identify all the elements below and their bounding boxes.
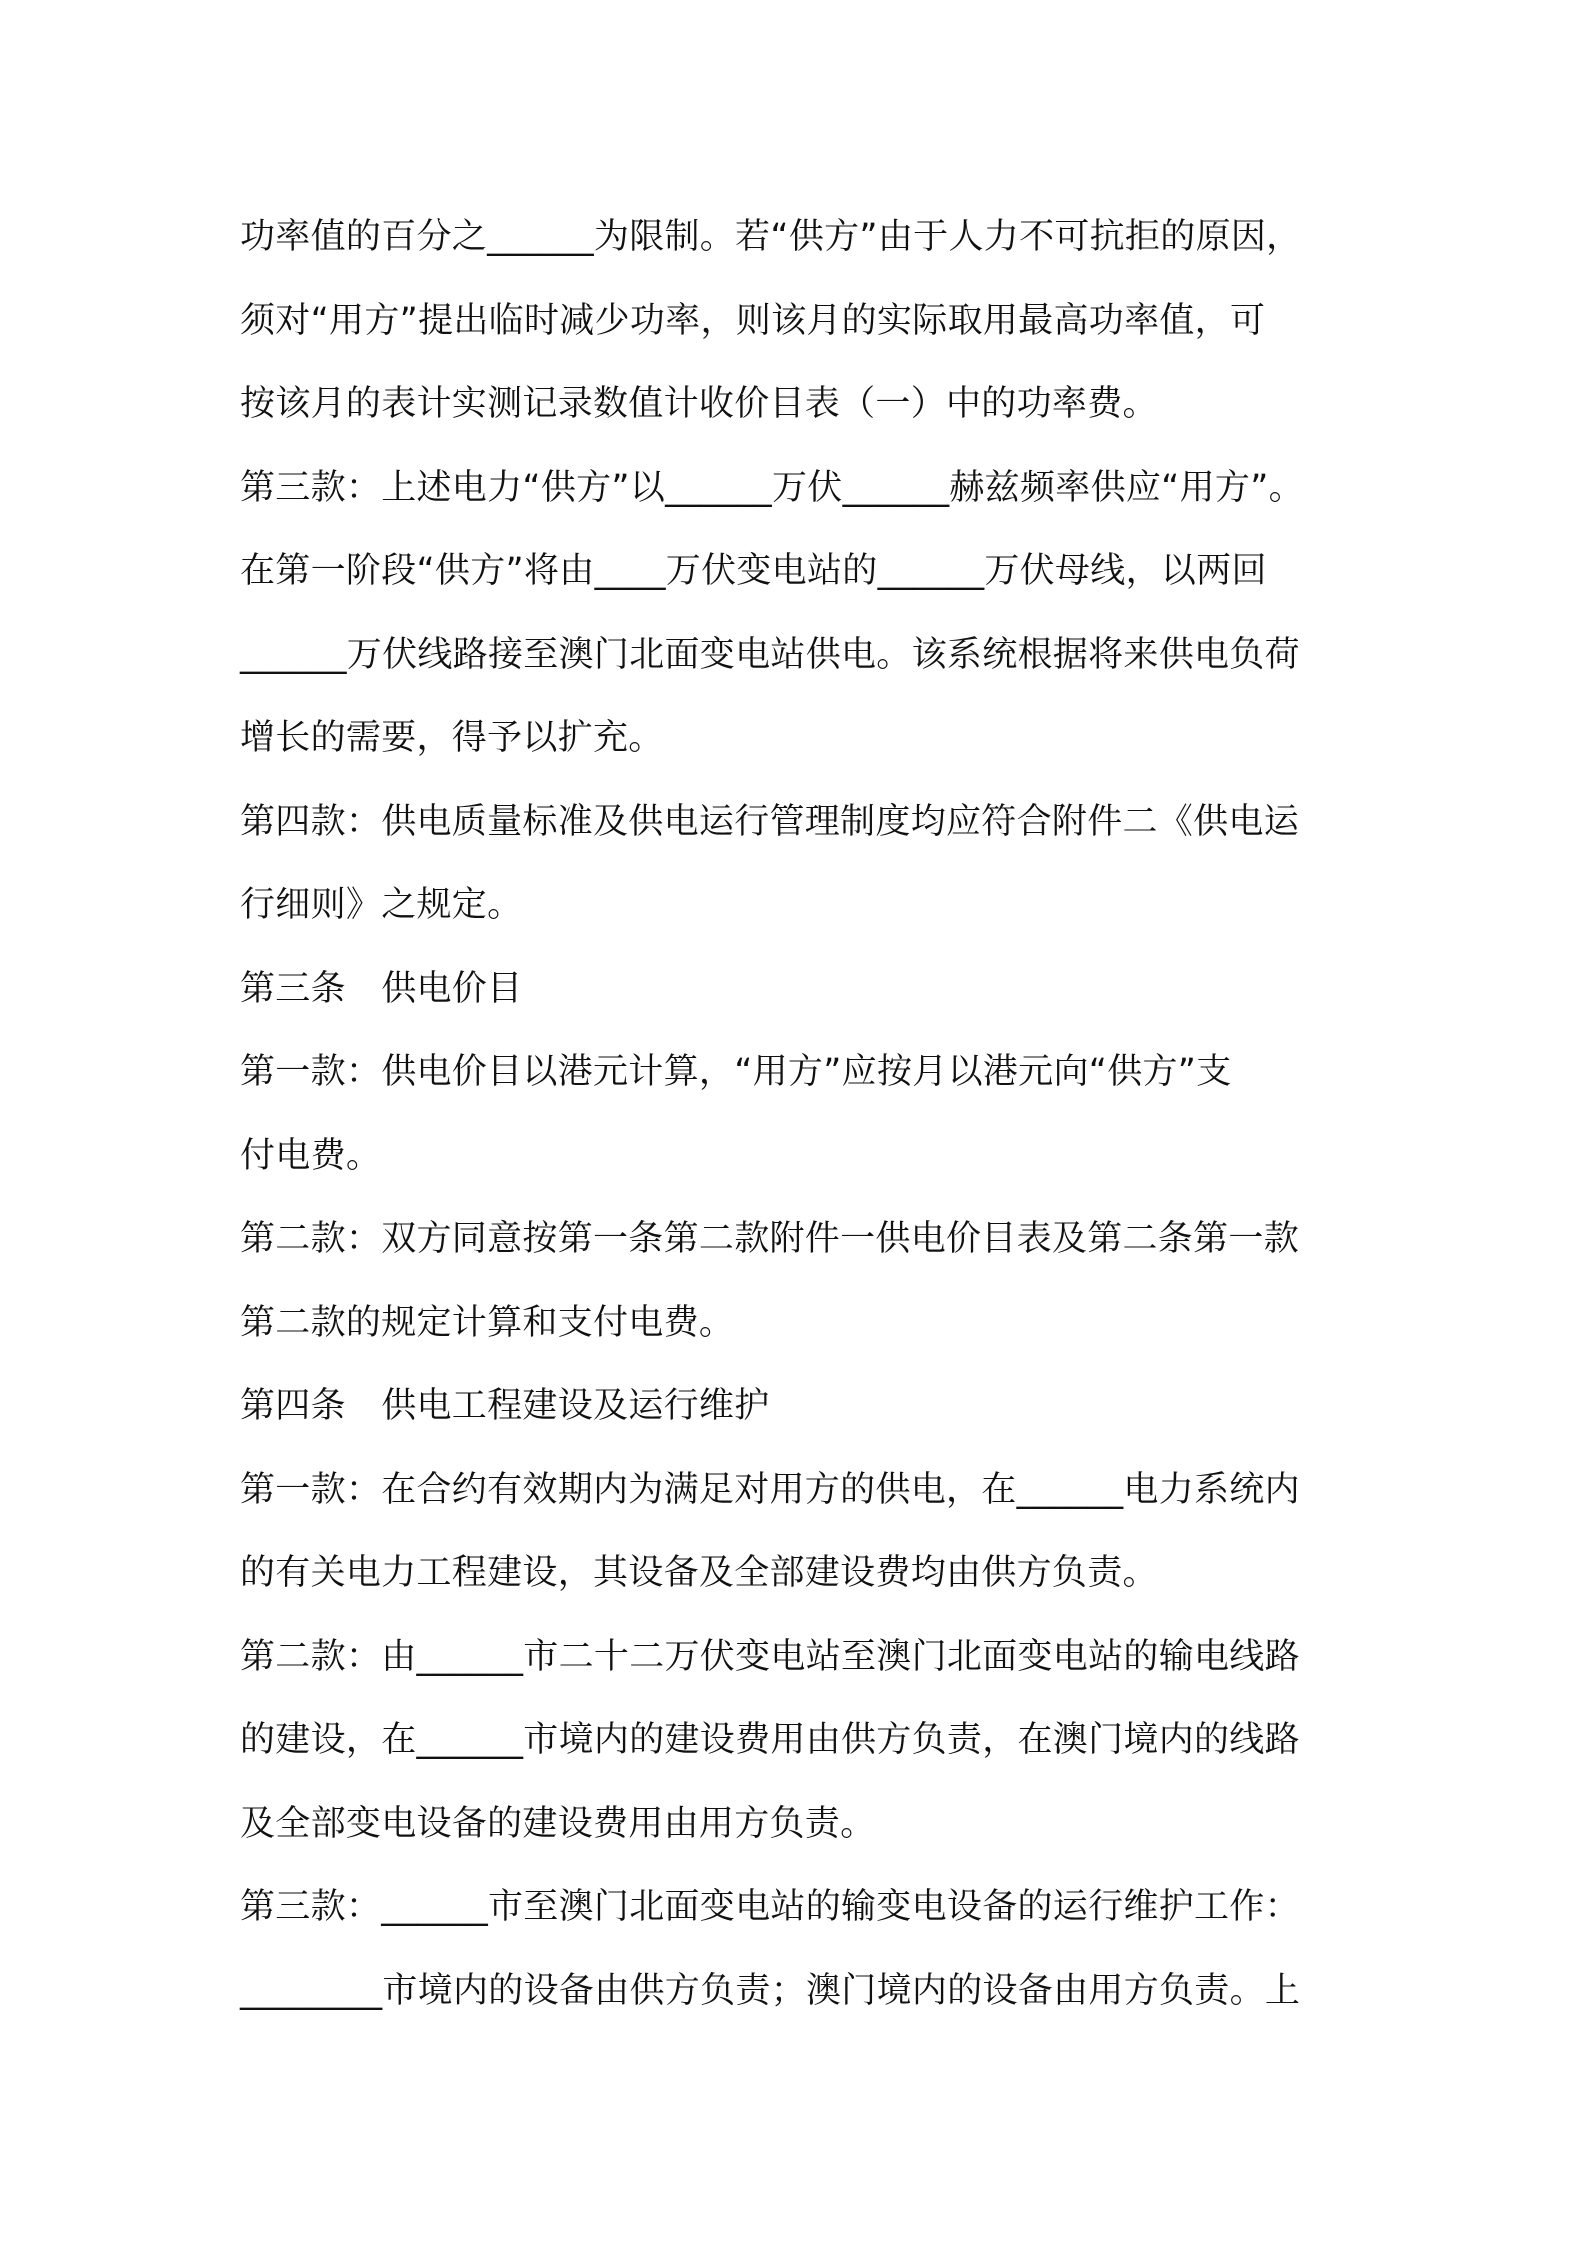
text-line: ________市境内的设备由供方负责；澳门境内的设备由用方负责。上 [240,1970,1301,2011]
text-line: 功率值的百分之______为限制。若“供方”由于人力不可抗拒的原因， [240,217,1302,257]
section-heading: 第三条 供电价目 [240,968,523,1009]
text-line: 增长的需要，得予以扩充。 [240,718,664,758]
text-line: 须对“用方”提出临时减少功率，则该月的实际取用最高功率值，可 [240,300,1266,341]
text-line: 及全部变电设备的建设费用由用方负责。 [240,1803,876,1844]
text-line: 第二款的规定计算和支付电费。 [240,1302,735,1343]
document-body [240,196,1360,2033]
text-line: 付电费。 [240,1135,382,1176]
text-line: ______万伏线路接至澳门北面变电站供电。该系统根据将来供电负荷 [240,634,1300,675]
text-line: 第三款：上述电力“供方”以______万伏______赫兹频率供应“用方”。 [240,467,1304,508]
text-line: 的建设，在______市境内的建设费用由供方负责，在澳门境内的线路 [240,1720,1300,1760]
text-line: 第二款：双方同意按第一条第二款附件一供电价目表及第二条第一款 [240,1219,1300,1259]
text-line: 第三款：______市至澳门北面变电站的输变电设备的运行维护工作： [240,1887,1300,1927]
text-line: 第四款：供电质量标准及供电运行管理制度均应符合附件二《供电运 [240,801,1300,842]
text-line: 第一款：在合约有效期内为满足对用方的供电，在______电力系统内 [240,1469,1300,1510]
text-line: 第一款：供电价目以港元计算，“用方”应按月以港元向“供方”支 [240,1052,1232,1092]
text-line: 行细则》之规定。 [240,885,523,925]
text-line: 的有关电力工程建设，其设备及全部建设费均由供方负责。 [240,1553,1158,1593]
text-line: 第二款：由______市二十二万伏变电站至澳门北面变电站的输电线路 [240,1636,1300,1677]
text-line: 在第一阶段“供方”将由____万伏变电站的______万伏母线，以两回 [240,551,1267,591]
section-heading: 第四条 供电工程建设及运行维护 [240,1386,770,1426]
text-line: 按该月的表计实测记录数值计收价目表（一）中的功率费。 [240,384,1158,424]
